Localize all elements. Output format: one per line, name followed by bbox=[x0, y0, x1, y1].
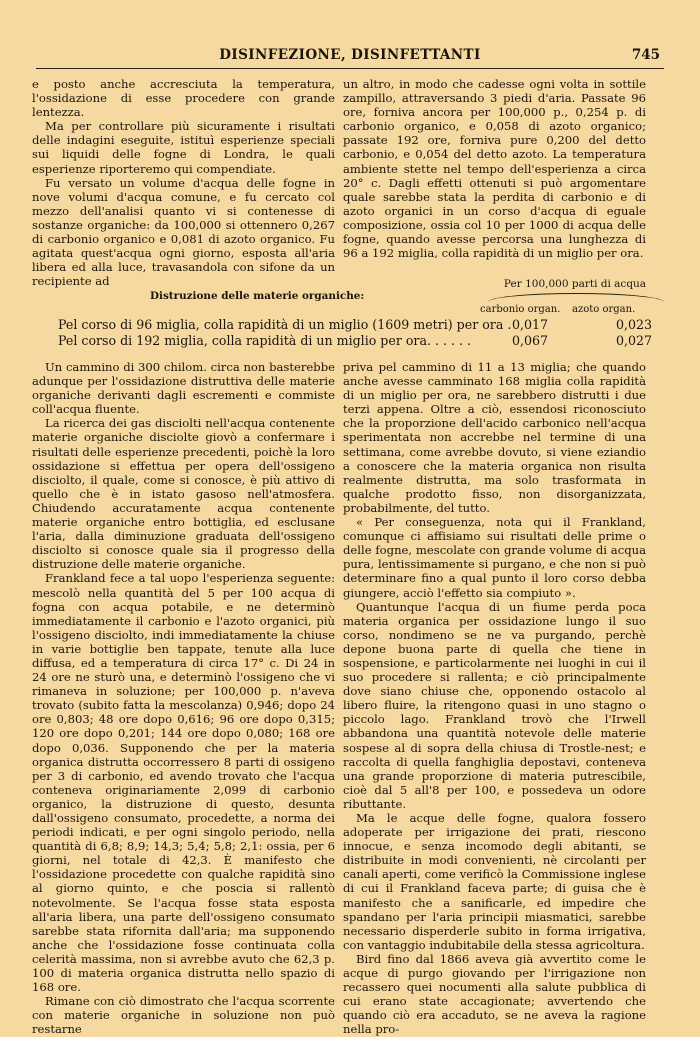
row-label: Pel corso di 96 miglia, colla rapidità di un miglio (1609 metri) per ora . bbox=[58, 317, 512, 332]
column-bottom-left bbox=[32, 360, 335, 1037]
paragraph: priva pel cammino di 11 a 13 miglia; che quando anche avesse camminato 168 miglia colla rapidità di un miglio per ora, ne sarebbero distrutti i due terzi appena. Oltre a ciò, essendosi riconosciuto che la proporzione dell'acido carbonico nell'acqua sperimentata non accrebbe nel termine di una settimana, come avrebbe dovuto, si viene eziandio a conoscere che la materia organica non risulta realmente distrutta, ma solo trasformata in qualche prodotto fisso, non disorganizzata, probabilmente, del tutto. bbox=[343, 360, 646, 515]
table-row bbox=[58, 333, 658, 349]
nitrogen-value: 0,027 bbox=[616, 333, 653, 348]
running-title: DISINFEZIONE, DISINFETTANTI bbox=[219, 47, 481, 63]
column-bottom-right bbox=[343, 360, 646, 1037]
organic-matter-table bbox=[32, 276, 662, 356]
paragraph: Un cammino di 300 chilom. circa non basterebbe adunque per l'ossidazione distruttiva delle materie organiche derivanti dagli escrementi e commiste coll'acqua fluente. bbox=[32, 360, 335, 417]
row-label: Pel corso di 192 miglia, colla rapidità di un miglio per ora. . . . . . bbox=[58, 333, 471, 348]
carbon-value: 0,067 bbox=[512, 333, 549, 348]
carbon-value: 0,017 bbox=[512, 317, 549, 332]
nitrogen-value: 0,023 bbox=[616, 317, 653, 332]
table-row bbox=[58, 317, 658, 333]
paragraph: Quantunque l'acqua di un fiume perda poca materia organica per ossidazione lungo il suo corso, nondimeno se ne va purgando, perchè depone buona parte di quella che tiene in sospensione, e particolarmente nei luoghi in cui il suo procedere si rallenta; e ciò principalmente dove siano chiuse che, opponendo ostacolo al libero fluire, la ritengono quasi in uno stagno o piccolo lago. Frankland trovò che l'Irwell abbandona una quantità notevole delle materie sospese al di sopra della chiusa di Trostle-nest; e raccolta di quella fanghiglia depostavi, conteneva una grande proporzione di materia putrescibile, cioè dal 5 all'8 per 100, e possedeva un odore ributtante. bbox=[343, 599, 646, 811]
paragraph: La ricerca dei gas disciolti nell'acqua contenente materie organiche disciolte giovò a confermare i risultati delle esperienze precedenti, poichè la loro ossidazione si effettua per opera dell'ossigeno disciolto, il quale, come si conosce, è più attivo di quello che è in istato gasoso nell'atmosfera. Chiudendo accuratamente acqua contenente materie organiche entro bottiglia, ed esclusane l'aria, dalla diminuzione graduata dell'ossigeno disciolto si conosce quale sia il progresso della distruzione delle materie organiche. bbox=[32, 416, 335, 572]
column-header-nitrogen: azoto organ. bbox=[572, 304, 636, 315]
column-top-left bbox=[32, 77, 335, 288]
table-title: Distruzione delle materie organiche: bbox=[150, 290, 365, 302]
paragraph: Ma le acque delle fogne, qualora fossero adoperate per irrigazione dei prati, riescono innocue, e senza incomodo degli abitanti, se distribuite in modi convenienti, nè circolanti per canali aperti, come verificò la Commissione inglese di cui il Frankland faceva parte; di guisa che è manifesto che a sanificarle, ed impedire che spandano per l'aria principii miasmatici, sarebbe necessario disperderle subito in forma irrigativa, con vantaggio indubitabile della stessa agricoltura. bbox=[343, 811, 646, 952]
paragraph: e posto anche accresciuta la temperatura, l'ossidazione di esse procedere con grande lentezza. bbox=[32, 77, 335, 120]
column-top-right bbox=[343, 77, 646, 260]
column-header-carbon: carbonio organ. bbox=[480, 304, 561, 315]
table-group-header: Per 100,000 parti di acqua bbox=[503, 278, 647, 290]
paragraph: Fu versato un volume d'acqua delle fogne in nove volumi d'acqua comune, e fu cercato col mezzo dell'analisi quanto vi si contenesse di sostanze organiche: da 100,000 si ottennero 0,267 di carbonio organico e 0,081 di azoto organico. Fu agitata quest'acqua ogni giorno, esposta all'aria libera ed alla luce, travasandola con sifone da un recipiente ad bbox=[32, 175, 335, 289]
paragraph: Rimane con ciò dimostrato che l'acqua scorrente con materie organiche in soluzione non può restarne bbox=[32, 994, 335, 1037]
paragraph: Frankland fece a tal uopo l'esperienza seguente: mescolò nella quantità del 5 per 100 acqua di fogna con acqua potabile, e ne determinò immediatamente il carbonio e l'azoto organici, più l'ossigeno disciolto, indi immediatamente la chiuse in varie bottiglie ben tappate, tenute alla luce diffusa, ed a temperatura di circa 17° c. Di 24 in 24 ore ne sturò una, e determinò l'ossigeno che vi rimaneva in soluzione; per 100,000 p. n'aveva trovato (subito fatta la mescolanza) 0,946; dopo 24 ore 0,803; 48 ore dopo 0,616; 96 ore dopo 0,315; 120 ore dopo 0,201; 144 ore dopo 0,080; 168 ore dopo 0,036. Supponendo che per la materia organica distrutta occorressero 8 parti di ossigeno per 3 di carbonio, ed avendo trovato che l'acqua conteneva originariamente 2,099 di carbonio organico, la distruzione di questo, desunta dall'ossigeno consumato, procedette, a norma dei periodi indicati, e per ogni singolo periodo, nella quantità di 6,8; 8,9; 14,3; 5,4; 5,8; 2,1: ossia, per 6 giorni, nel totale di 42,3. È manifesto che l'ossidazione procedette con qualche rapidità sino al giorno quinto, e che poscia si rallentò notevolmente. Se l'acqua fosse stata esposta all'aria libera, una parte dell'ossigeno consumato sarebbe stata rifornita dall'aria; ma supponendo anche che l'ossidazione fosse continuata colla celerità massima, non si avrebbe avuto che 62,3 p. 100 di materia organica distrutta nello spazio di 168 ore. bbox=[32, 571, 335, 995]
paragraph: Ma per controllare più sicuramente i risultati delle indagini eseguite, istituì esperienze speciali sui liquidi delle fogne di Londra, le quali esperienze riporteremo qui compendiate. bbox=[32, 119, 335, 176]
paragraph: un altro, in modo che cadesse ogni volta in sottile zampillo, attraversando 3 piedi d'aria. Passate 96 ore, forniva ancora per 100,000 p., 0,254 p. di carbonio organico, e 0,058 di azoto organico; passate 192 ore, forniva pure 0,200 del detto carbonio, e 0,054 del detto azoto. La temperatura ambiente stette nel tempo dell'esperienza a circa 20° c. Dagli effetti ottenuti si può argomentare quale sarebbe stata la perdita di carbonio e di azoto organici in un corso d'acqua di eguale composizione, ossia col 10 per 1000 di acqua delle fogne, quando avesse percorsa una lunghezza di 96 a 192 miglia, colla rapidità di un miglio per ora. bbox=[343, 77, 646, 261]
page-header bbox=[36, 46, 664, 69]
table-brace bbox=[488, 293, 664, 302]
paragraph: « Per conseguenza, nota qui il Frankland, comunque ci affisiamo sui risultati delle prime o delle fogne, mescolate con grande volume di acqua pura, lentissimamente si purgano, e che non si può determinare fino a qual punto il loro corso debba giungere, acciò l'effetto sia compiuto ». bbox=[343, 515, 646, 600]
page-number: 745 bbox=[631, 47, 660, 63]
paragraph: Bird fino dal 1866 aveva già avvertito come le acque di purgo giovando per l'irrigazione non recassero quei nocumenti alla salute pubblica di cui erano state accagionate; avvertendo che quando ciò era accaduto, se ne aveva la ragione nella pro- bbox=[343, 951, 646, 1037]
